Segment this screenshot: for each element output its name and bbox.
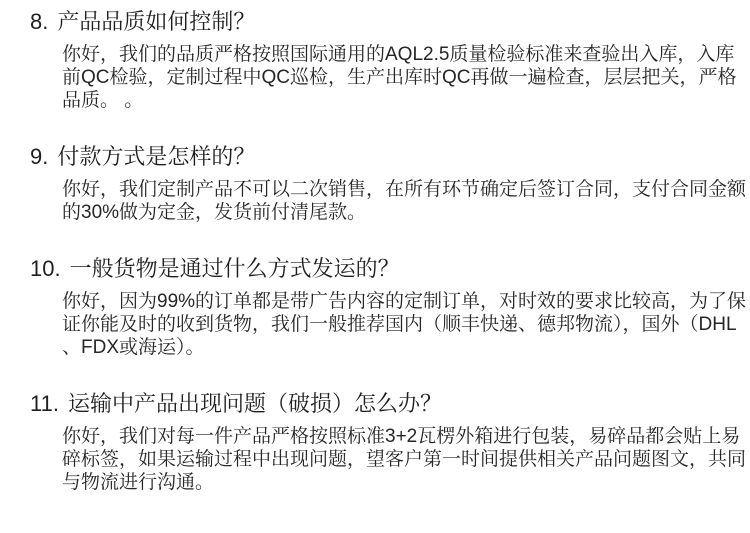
faq-question xyxy=(30,8,730,35)
faq-question-text: 付款方式是怎样的？ xyxy=(57,144,256,169)
faq-question-text: 一般货物是通过什么方式发运的？ xyxy=(69,256,400,281)
faq-question xyxy=(30,255,730,282)
faq-question-number: 11. xyxy=(30,391,59,416)
faq-item-9 xyxy=(30,143,747,224)
faq-answer-line: 你好，我们的品质严格按照国际通用的AQL2.5质量检验标准来查验出入库，入库 xyxy=(62,44,735,65)
faq-answer-line: 你好，我们定制产品不可以二次销售，在所有环节确定后签订合同，支付合同金额 xyxy=(62,179,747,200)
faq-question xyxy=(30,390,730,417)
faq-answer-line: 、FDX或海运）。 xyxy=(62,337,205,358)
faq-answer xyxy=(62,178,747,224)
faq-question-number: 10. xyxy=(30,256,61,281)
faq-answer-line: 前QC检验，定制过程中QC巡检，生产出库时QC再做一遍检查，层层把关，严格 xyxy=(62,67,737,88)
faq-list xyxy=(30,8,747,494)
faq-question-text: 运输中产品出现问题（破损）怎么办？ xyxy=(67,391,442,416)
faq-item-8 xyxy=(30,8,737,112)
faq-answer xyxy=(62,290,747,359)
faq-answer-line: 的30%做为定金，发货前付清尾款。 xyxy=(62,202,367,223)
faq-answer xyxy=(62,425,747,494)
faq-answer-line: 与物流进行沟通。 xyxy=(62,472,215,493)
faq-answer-line: 证你能及时的收到货物，我们一般推荐国内（顺丰快递、德邦物流），国外（DHL xyxy=(62,314,737,335)
faq-answer-line: 你好，因为99%的订单都是带广告内容的定制订单，对时效的要求比较高，为了保 xyxy=(62,291,747,312)
faq-question-text: 产品品质如何控制？ xyxy=(57,9,256,34)
faq-answer xyxy=(62,43,737,112)
faq-answer-line: 品质。 。 xyxy=(62,90,144,111)
faq-answer-line: 你好，我们对每一件产品严格按照标准3+2瓦楞外箱进行包装，易碎品都会贴上易 xyxy=(62,426,741,447)
faq-answer-line: 碎标签，如果运输过程中出现问题，望客户第一时间提供相关产品问题图文，共同 xyxy=(62,449,747,470)
faq-item-10 xyxy=(30,255,747,359)
faq-question-number: 8. xyxy=(30,9,49,34)
faq-question xyxy=(30,143,730,170)
faq-question-number: 9. xyxy=(30,144,49,169)
faq-item-11 xyxy=(30,390,747,494)
